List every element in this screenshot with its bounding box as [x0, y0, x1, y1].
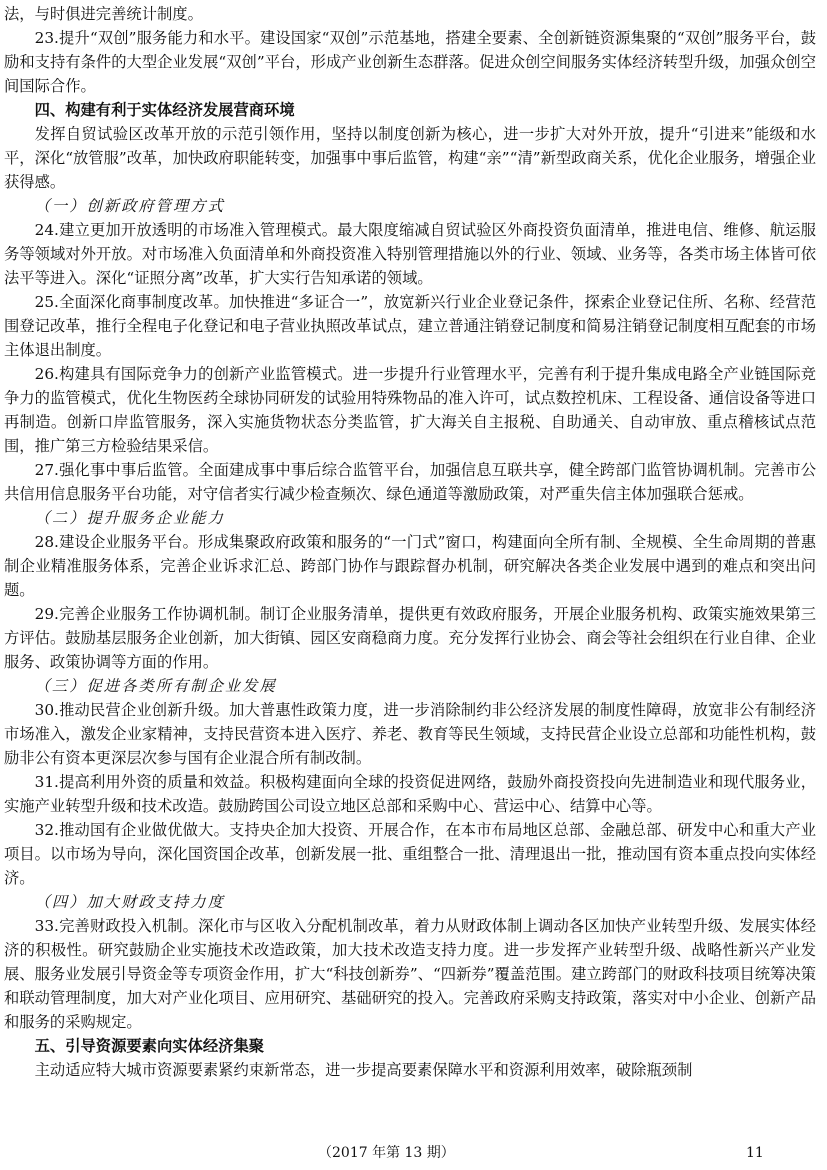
- issue-label: （2017 年第 13 期）: [318, 1145, 455, 1161]
- item-30-paragraph: 30.推动民营企业创新升级。加大普惠性政策力度，进一步消除制约非公经济发展的制度性障碍，放宽非公有制经济市场准入，激发企业家精神，支持民营资本进入医疗、养老、教育等民生领域，支持民营企业设立总部和功能性机构，鼓励非公有资本更深层次参与国有企业混合所有制改制。: [4, 701, 816, 767]
- subheading-4-2: （二）提升服务企业能力: [34, 509, 225, 527]
- section-5-intro: 主动适应特大城市资源要素紧约束新常态，进一步提高要素保障水平和资源利用效率，破除瓶颈制: [34, 1061, 693, 1079]
- page-number: 11: [746, 1145, 764, 1161]
- item-26-paragraph: 26.构建具有国际竞争力的创新产业监管模式。进一步提升行业管理水平，完善有利于提升集成电路全产业链国际竞争力的监管模式，优化生物医药全球协同研发的试验用特殊物品的准入许可，试点数控机床、工程设备、通信设备等进口再制造。创新口岸监管服务，深入实施货物状态分类监管，扩大海关自主报税、自助通关、自动审放、重点稽核试点范围，推广第三方检验结果采信。: [4, 365, 816, 455]
- section-heading-5: 五、引导资源要素向实体经济集聚: [34, 1037, 265, 1055]
- item-24-paragraph: 24.建立更加开放透明的市场准入管理模式。最大限度缩减自贸试验区外商投资负面清单，推进电信、维修、航运服务等领域对外开放。对市场准入负面清单和外商投资准入特别管理措施以外的行业、领域、业务等，各类市场主体皆可依法平等进入。深化“证照分离”改革，扩大实行告知承诺的领域。: [4, 221, 816, 287]
- item-31-paragraph: 31.提高利用外资的质量和效益。积极构建面向全球的投资促进网络，鼓励外商投资投向先进制造业和现代服务业，实施产业转型升级和技术改造。鼓励跨国公司设立地区总部和采购中心、营运中心、结算中心等。: [4, 773, 816, 815]
- item-32-paragraph: 32.推动国有企业做优做大。支持央企加大投资、开展合作，在本市布局地区总部、金融总部、研发中心和重大产业项目。以市场为导向，深化国资国企改革，创新发展一批、重组整合一批、清理退出一批，推动国有资本重点投向实体经济。: [4, 821, 816, 887]
- section-heading-4: 四、构建有利于实体经济发展营商环境: [34, 101, 295, 119]
- item-28-paragraph: 28.建设企业服务平台。形成集聚政府政策和服务的“一门式”窗口，构建面向全所有制、全规模、全生命周期的普惠制企业精准服务体系，完善企业诉求汇总、跨部门协作与跟踪督办机制，研究解决各类企业发展中遇到的难点和突出问题。: [4, 533, 816, 599]
- item-23-paragraph: 23.提升“双创”服务能力和水平。建设国家“双创”示范基地，搭建全要素、全创新链资源集聚的“双创”服务平台，鼓励和支持有条件的大型企业发展“双创”平台，形成产业创新生态群落。促进众创空间服务实体经济转型升级，加强众创空间国际合作。: [4, 29, 816, 95]
- document-body: [4, 2, 816, 1082]
- item-29-paragraph: 29.完善企业服务工作协调机制。制订企业服务清单，提供更有效政府服务，开展企业服务机构、政策实施效果第三方评估。鼓励基层服务企业创新，加大街镇、园区安商稳商力度。充分发挥行业协会、商会等社会组织在行业自律、企业服务、政策协调等方面的作用。: [4, 605, 816, 671]
- item-33-paragraph: 33.完善财政投入机制。深化市与区收入分配机制改革，着力从财政体制上调动各区加快产业转型升级、发展实体经济的积极性。研究鼓励企业实施技术改造政策，加大技术改造支持力度。进一步发挥产业转型升级、战略性新兴产业发展、服务业发展引导资金等专项资金作用，扩大“科技创新券”、“四新券”覆盖范围。建立跨部门的财政科技项目统筹决策和联动管理制度，加大对产业化项目、应用研究、基础研究的投入。完善政府采购支持政策，落实对中小企业、创新产品和服务的采购规定。: [4, 917, 816, 1031]
- section-4-intro: 发挥自贸试验区改革开放的示范引领作用，坚持以制度创新为核心，进一步扩大对外开放，提升“引进来”能级和水平，深化“放管服”改革，加快政府职能转变，加强事中事后监管，构建“亲”“清”新型政商关系，优化企业服务，增强企业获得感。: [4, 125, 816, 191]
- subheading-4-3: （三）促进各类所有制企业发展: [34, 677, 277, 695]
- item-25-paragraph: 25.全面深化商事制度改革。加快推进“多证合一”，放宽新兴行业企业登记条件，探索企业登记住所、名称、经营范围登记改革，推行全程电子化登记和电子营业执照改革试点，建立普通注销登记制度和简易注销登记制度相互配套的市场主体退出制度。: [4, 293, 816, 359]
- item-27-paragraph: 27.强化事中事后监管。全面建成事中事后综合监管平台，加强信息互联共享，健全跨部门监管协调机制。完善市公共信用信息服务平台功能，对守信者实行减少检查频次、绿色通道等激励政策，对严重失信主体加强联合惩戒。: [4, 461, 816, 503]
- subheading-4-1: （一）创新政府管理方式: [34, 197, 225, 215]
- continued-paragraph: 法，与时俱进完善统计制度。: [4, 5, 203, 23]
- subheading-4-4: （四）加大财政支持力度: [34, 893, 225, 911]
